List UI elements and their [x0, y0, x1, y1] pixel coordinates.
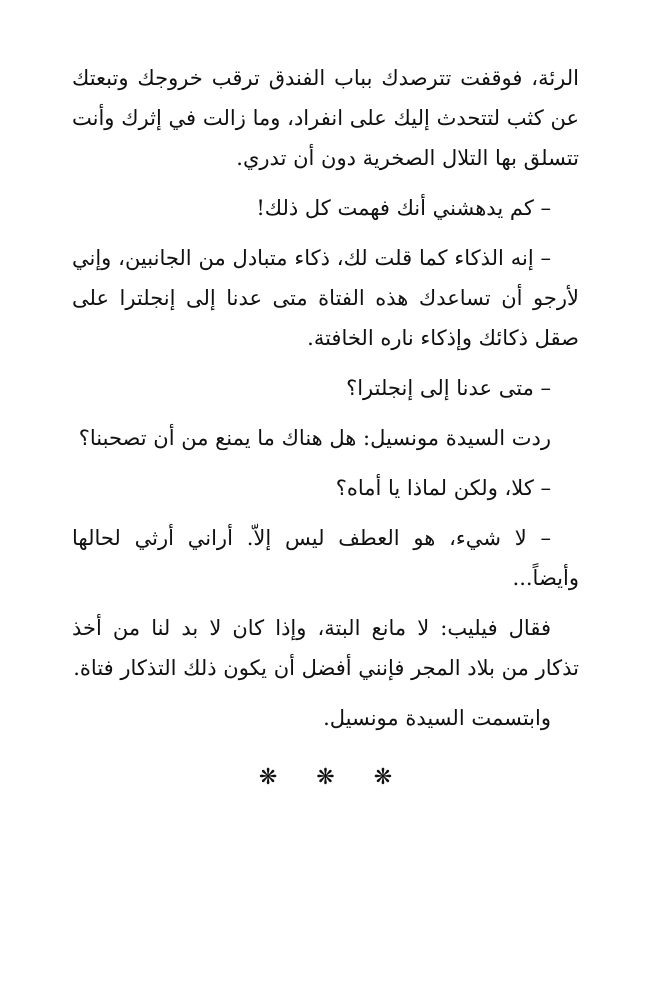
paragraph-5: ردت السيدة مونسيل: هل هناك ما يمنع من أن تصحبنا؟ [78, 426, 551, 450]
section-separator [72, 758, 579, 798]
paragraph-2: – كم يدهشني أنك فهمت كل ذلك! [256, 196, 551, 220]
page-body [72, 58, 579, 798]
paragraph-3: – إنه الذكاء كما قلت لك، ذكاء متبادل من الجانبين، وإني لأرجو أن تساعدك هذه الفتاة متى عدنا إلى إنجلترا على صقل ذكائك وإذكاء ناره الخافتة. [72, 246, 579, 350]
paragraph-9: وابتسمت السيدة مونسيل. [323, 706, 551, 730]
asterism-mark: ❋ [373, 765, 393, 790]
paragraph-8: فقال فيليب: لا مانع البتة، وإذا كان لا بد لنا من أخذ تذكار من بلاد المجر فإنني أفضل أن يكون ذلك التذكار فتاة. [72, 616, 579, 680]
paragraph-6: – كلا، ولكن لماذا يا أماه؟ [335, 476, 551, 500]
paragraph-7: – لا شيء، هو العطف ليس إلاّ. أراني أرثي لحالها وأيضاً... [72, 526, 579, 590]
asterism-mark: ❋ [316, 765, 335, 790]
asterism-mark: ❋ [258, 765, 278, 790]
paragraph-1: الرئة، فوقفت تترصدك بباب الفندق ترقب خروجك وتبعتك عن كثب لتتحدث إليك على انفراد، وما زالت في إثرك وأنت تتسلق بها التلال الصخرية دون أن تدري. [72, 66, 579, 170]
paragraph-4: – متى عدنا إلى إنجلترا؟ [346, 376, 551, 400]
